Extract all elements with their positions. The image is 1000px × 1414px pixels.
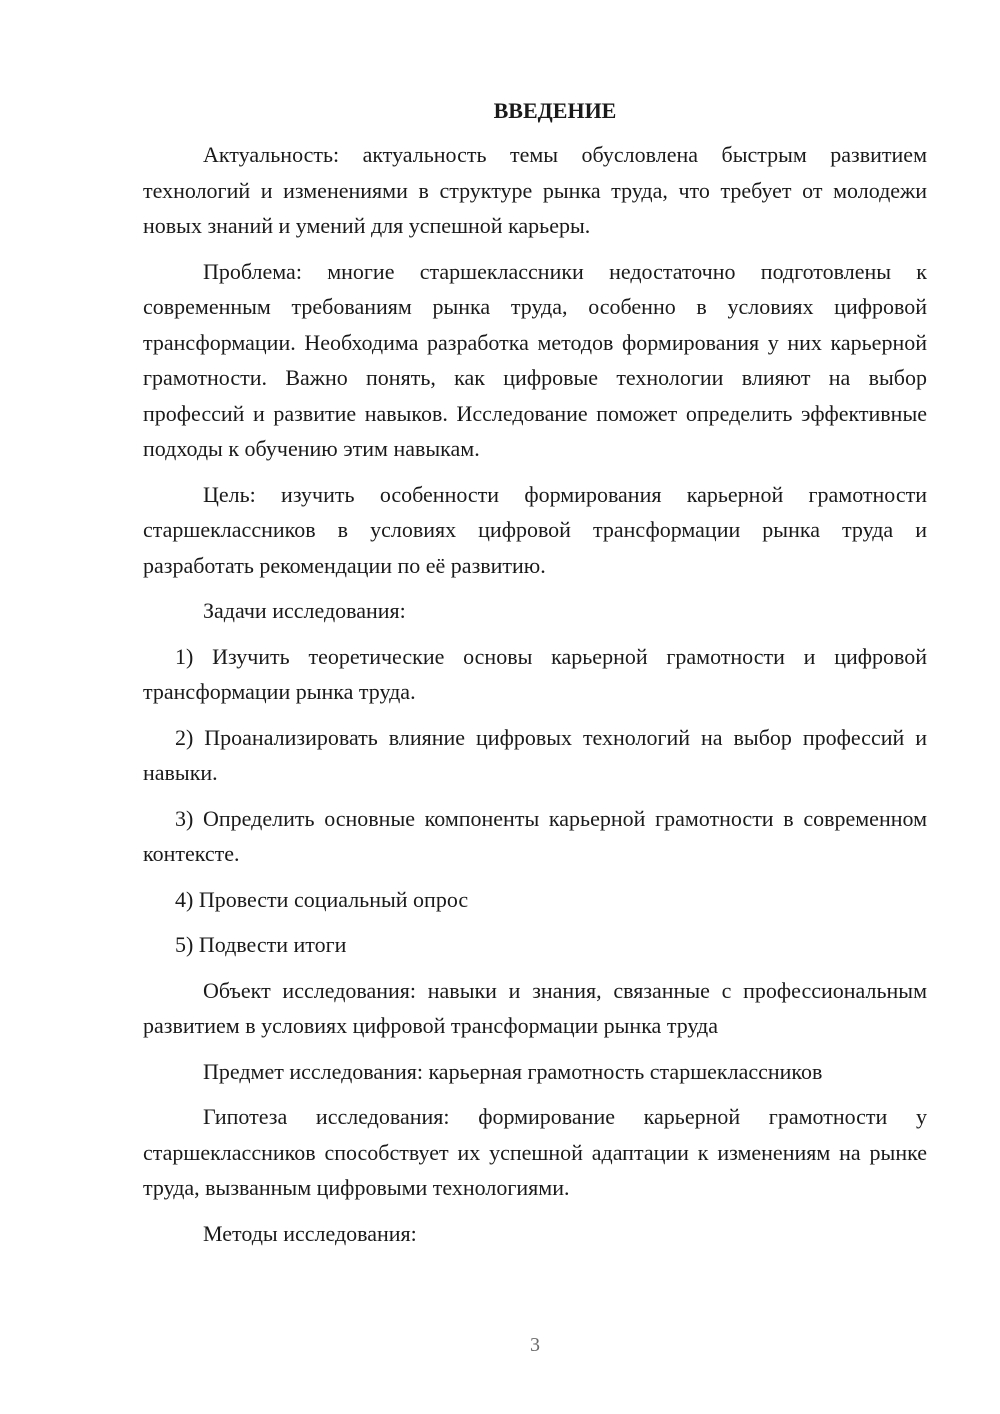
- task-item-1: 1) Изучить теоретические основы карьерной грамотности и цифровой трансформации рынка труда.: [143, 643, 927, 704]
- page-number: 3: [530, 1334, 540, 1356]
- paragraph-object: Объект исследования: навыки и знания, связанные с профессиональным развитием в условиях цифровой трансформации рынка труда: [143, 977, 927, 1038]
- paragraph-methods: Методы исследования:: [203, 1220, 417, 1246]
- paragraph-relevance: Актуальность: актуальность темы обусловлена быстрым развитием технологий и изменениями в структуре рынка труда, что требует от молодежи новых знаний и умений для успешной карьеры.: [143, 142, 927, 238]
- task-item-5: 5) Подвести итоги: [175, 932, 347, 957]
- paragraph-problem: Проблема: многие старшеклассники недостаточно подготовлены к современным требованиям рынка труда, особенно в условиях цифровой трансформации. Необходима разработка методов формирования у них карьерной грамотности. Важно понять, как цифровые технологии влияют на выбор профессий и развитие навыков. Исследование поможет определить эффективные подходы к обучению этим навыкам.: [143, 258, 927, 461]
- task-item-3: 3) Определить основные компоненты карьерной грамотности в современном контексте.: [143, 805, 927, 866]
- paragraph-subject: Предмет исследования: карьерная грамотность старшеклассников: [203, 1058, 823, 1084]
- paragraph-hypothesis: Гипотеза исследования: формирование карьерной грамотности у старшеклассников способствует их успешной адаптации к изменениям на рынке труда, вызванным цифровыми технологиями.: [143, 1104, 927, 1200]
- task-item-2: 2) Проанализировать влияние цифровых технологий на выбор профессий и навыки.: [143, 724, 927, 785]
- paragraph-tasks-title: Задачи исследования:: [203, 598, 406, 623]
- paragraph-goal: Цель: изучить особенности формирования карьерной грамотности старшеклассников в условиях цифровой трансформации рынка труда и разработать рекомендации по её развитию.: [143, 481, 927, 578]
- section-heading: ВВЕДЕНИЕ: [493, 98, 617, 123]
- page-body: [143, 95, 927, 1261]
- task-item-4: 4) Провести социальный опрос: [175, 886, 469, 912]
